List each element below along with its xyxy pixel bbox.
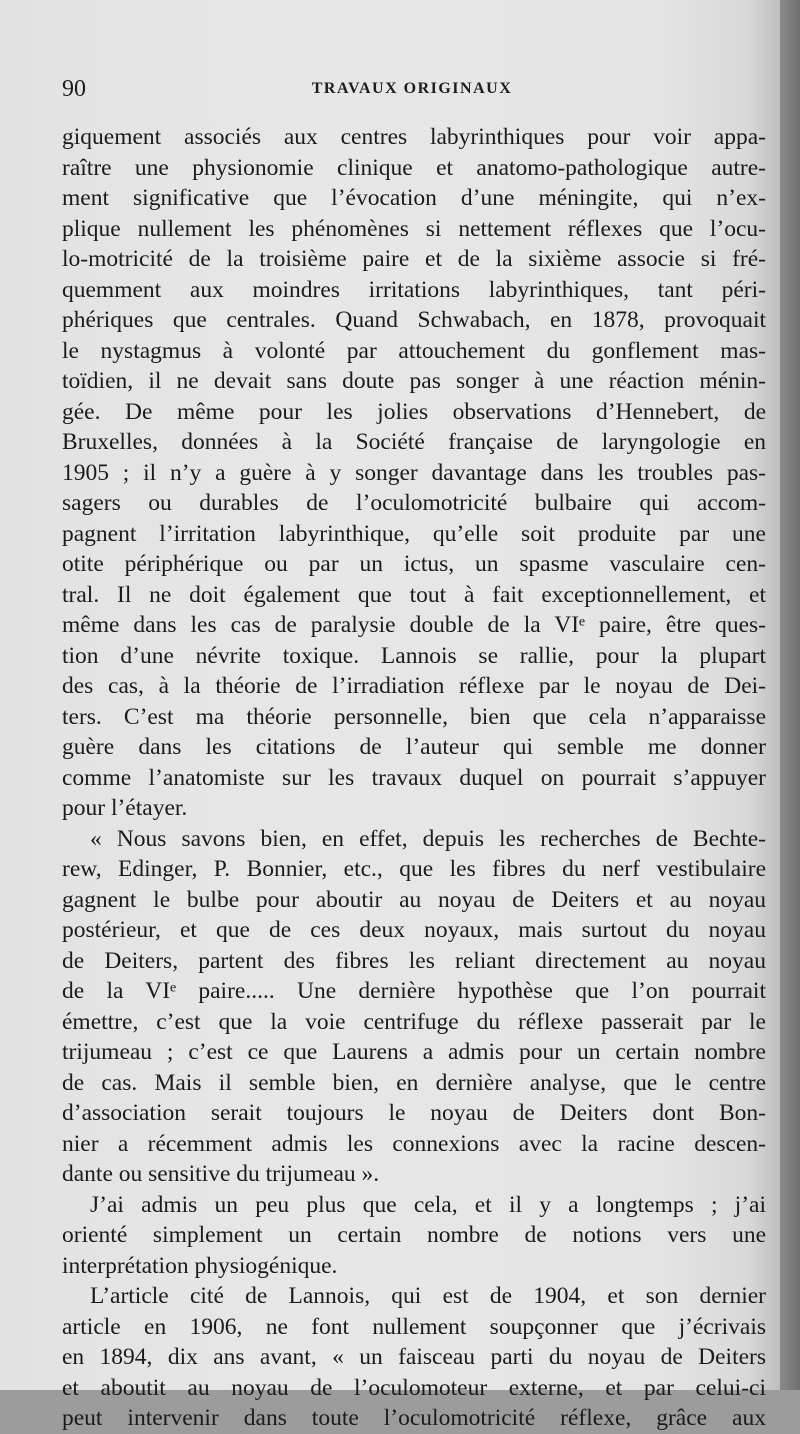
- text-line: 1905 ; il n’y a guère à y songer davantage dans les troubles pas-: [62, 459, 766, 486]
- text-line: émettre, c’est que la voie centrifuge du réflexe passerait par le: [62, 1008, 766, 1035]
- text-line: orienté simplement un certain nombre de notions vers une: [62, 1222, 766, 1248]
- text-line: interprétation physiogénique.: [62, 1252, 338, 1279]
- paragraph-4: [62, 1281, 766, 1434]
- text-line: lo-motricité de la troisième paire et de la sixième associe si fré-: [62, 246, 766, 272]
- text-line: otite périphérique ou par un ictus, un spasme vasculaire cen-: [62, 551, 766, 577]
- text-line: raître une physionomie clinique et anatomo-pathologique autre-: [62, 154, 766, 181]
- text-line: le nystagmus à volonté par attouchement du gonflement mas-: [62, 337, 766, 364]
- text-line: J’ai admis un peu plus que cela, et il y a longtemps ; j’ai: [90, 1191, 766, 1218]
- text-line: pour l’étayer.: [62, 795, 188, 821]
- text-line: guère dans les citations de l’auteur qui semble me donner: [62, 734, 766, 760]
- text-line: dante ou sensitive du trijumeau ».: [62, 1161, 380, 1187]
- text-line: giquement associés aux centres labyrinthiques pour voir appa-: [62, 124, 766, 150]
- text-line: rew, Edinger, P. Bonnier, etc., que les fibres du nerf vestibulaire: [62, 856, 766, 882]
- text-line: des cas, à la théorie de l’irradiation réflexe par le noyau de Dei-: [62, 673, 766, 699]
- text-line: gée. De même pour les jolies observations d’Hennebert, de: [62, 398, 766, 425]
- text-line: pagnent l’irritation labyrinthique, qu’elle soit produite par une: [62, 520, 766, 547]
- text-line: d’association serait toujours le noyau de Deiters dont Bon-: [62, 1100, 766, 1126]
- body-text: [62, 122, 766, 1434]
- text-line: trijumeau ; c’est ce que Laurens a admis pour un certain nombre: [62, 1039, 766, 1065]
- text-line: Bruxelles, données à la Société française de laryngologie en: [62, 429, 766, 455]
- text-line: L’article cité de Lannois, qui est de 1904, et son dernier: [90, 1283, 766, 1309]
- page-number: 90: [62, 76, 86, 102]
- text-line: peut intervenir dans toute l’oculomotricité réflexe, grâce aux: [62, 1405, 766, 1431]
- text-line: tion d’une névrite toxique. Lannois se rallie, pour la plupart: [62, 642, 766, 669]
- text-line: sagers ou durables de l’oculomotricité bulbaire qui accom-: [62, 490, 766, 516]
- text-line: quemment aux moindres irritations labyrinthiques, tant péri-: [62, 276, 766, 303]
- text-line: en 1894, dix ans avant, « un faisceau parti du noyau de Deiters: [62, 1344, 766, 1370]
- text-line: phériques que centrales. Quand Schwabach, en 1878, provoquait: [62, 307, 766, 333]
- text-line: de la VIᵉ paire..... Une dernière hypothèse que l’on pourrait: [62, 978, 766, 1004]
- running-title: TRAVAUX ORIGINAUX: [311, 80, 513, 97]
- text-line: plique nullement les phénomènes si nettement réflexes que l’ocu-: [62, 215, 766, 242]
- page-edge-shadow: [780, 0, 800, 1390]
- text-line: tral. Il ne doit également que tout à fait exceptionnellement, et: [62, 581, 766, 608]
- paragraph-3: [62, 1190, 766, 1282]
- text-line: « Nous savons bien, en effet, depuis les recherches de Bechte-: [90, 825, 766, 852]
- text-line: de Deiters, partent des fibres les reliant directement au noyau: [62, 947, 766, 974]
- paragraph-2: [62, 824, 766, 1190]
- page-header: [62, 76, 762, 110]
- text-line: comme l’anatomiste sur les travaux duquel on pourrait s’appuyer: [62, 764, 766, 791]
- text-line: postérieur, et que de ces deux noyaux, mais surtout du noyau: [62, 917, 766, 943]
- text-line: gagnent le bulbe pour aboutir au noyau de Deiters et au noyau: [62, 886, 766, 913]
- text-line: même dans les cas de paralysie double de la VIᵉ paire, être ques-: [62, 612, 766, 638]
- text-line: et aboutit au noyau de l’oculomoteur externe, et par celui-ci: [62, 1374, 766, 1401]
- text-line: de cas. Mais il semble bien, en dernière analyse, que le centre: [62, 1069, 766, 1096]
- text-line: nier a récemment admis les connexions avec la racine descen-: [62, 1130, 766, 1157]
- text-line: ment significative que l’évocation d’une méningite, qui n’ex-: [62, 185, 766, 211]
- text-line: toïdien, il ne devait sans doute pas songer à une réaction ménin-: [62, 368, 766, 394]
- text-line: article en 1906, ne font nullement soupçonner que j’écrivais: [62, 1313, 766, 1340]
- text-line: ters. C’est ma théorie personnelle, bien que cela n’apparaisse: [62, 703, 766, 730]
- paragraph-1: [62, 122, 766, 824]
